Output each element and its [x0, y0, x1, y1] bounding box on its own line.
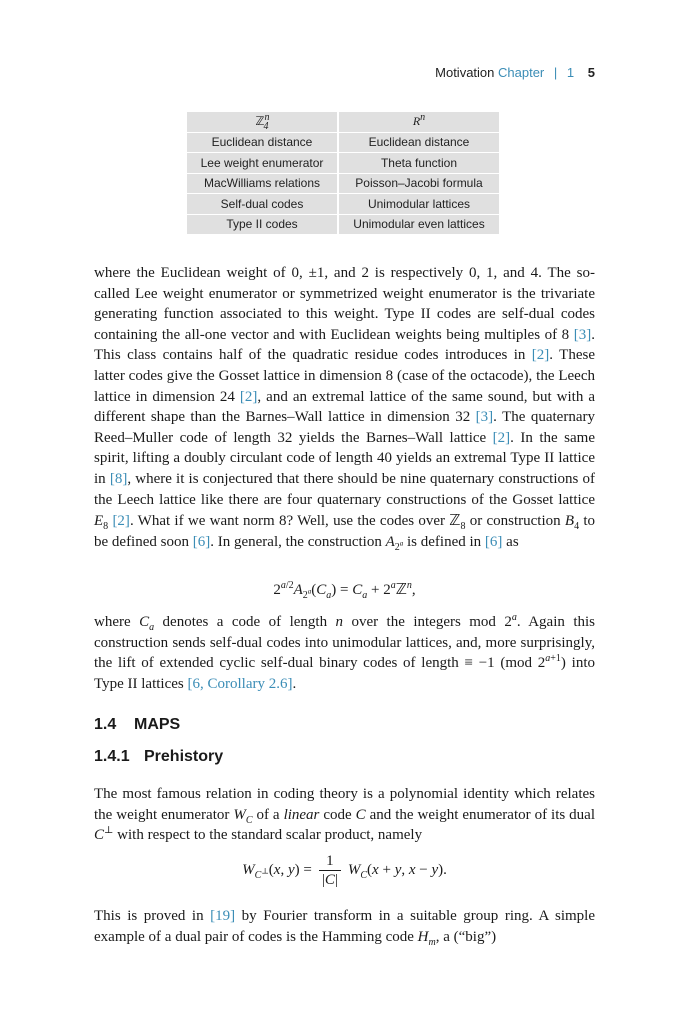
- formula-macwilliams: $W_{C^\perp}(x$, y) = $\frac{1}{|C|}$ $W_C(x + y$, x − y).: [242, 853, 447, 888]
- citation-link[interactable]: [2]: [239, 388, 258, 405]
- paragraph-euclidean-weight: where the Euclidean weight of 0, ±1, and 2 is respectively 0, 1, and 4. The so-called Lee weight enumerator or symmetrized weight enumerator is the trivariate generating function associated to this weight. Type II codes are self-dual codes containing the all-one vector and with Euclidean weights being multiples of 8 [3]. This class contains half of the quadratic residue codes introduces in [2]. These latter codes give the Gosset lattice in dimension 8 (case of the octacode), the Leech lattice in dimension 24 [2], and an extremal lattice of the same sound, but with a different shape than the Barnes–Wall lattice in dimension 32 [3]. The quaternary Reed–Muller code of length 32 yields the Barnes–Wall lattice [2]. In the same spirit, lifting a doubly circulant code of length 40 yields an extremal Type II lattice in [8], where it is conjectured that there should be nine quaternary constructions of the Leech lattice like there are four quaternary constructions of the Gosset lattice $E_8$ [2]. What if we want norm 8? Well, use the codes over ℤ$_8$ or construction $B_4$ to be defined soon [6]. In general, the construction $A_{2^a}$ is defined in [6] as: [94, 265, 596, 553]
- text: as: [502, 533, 519, 550]
- table-cell: Theta function: [338, 153, 499, 174]
- table-cell: Lee weight enumerator: [187, 153, 338, 174]
- citation-link[interactable]: [6, Corollary 2.6]: [187, 675, 293, 692]
- text: . Again this construction sends self-dual codes into unimodular lattices, and, more surprisingly, the lift of extended cyclic self-dual binary codes of length ≡ −1 (mod: [94, 614, 595, 672]
- text: of a: [252, 806, 284, 823]
- page-number: 5: [587, 65, 595, 80]
- subsection-title: Prehistory: [144, 748, 224, 765]
- formula-construction-a: $2^{a/2}A_{2^a}(C_a) = C_a$ + $2^aℤ^n$,: [273, 580, 416, 601]
- table-cell: Poisson–Jacobi formula: [338, 173, 499, 194]
- citation-link[interactable]: [3]: [475, 409, 494, 426]
- paragraph-fourier: This is proved in [19] by Fourier transform in a suitable group ring. A simple example of a dual pair of codes is the Hamming code $H_m$, a (“big”): [94, 908, 595, 948]
- table-row: [187, 194, 499, 215]
- table-cell: Unimodular even lattices: [338, 214, 499, 235]
- text: and the weight enumerator of its dual: [365, 806, 596, 823]
- text: . The quaternary Reed–Muller code of length 32 yields the Barnes–Wall lattice: [94, 409, 595, 446]
- text: . This class contains half of the quadratic residue codes introduces in: [94, 326, 595, 364]
- text: where: [94, 614, 140, 630]
- paragraph-construction-explained: where $C_a$ denotes a code of length n over the integers mod 2$^a$. Again this construction sends self-dual codes into unimodular lattices, and, more surprisingly, the lift of extended cyclic self-dual binary codes of length ≡ −1 (mod $2^{a+1}$) into Type II lattices [6, Corollary 2.6].: [94, 612, 595, 692]
- running-head-chapter-number: 1: [566, 65, 575, 80]
- citation-link[interactable]: [6]: [192, 533, 211, 550]
- running-head-separator: |: [553, 65, 558, 80]
- comparison-table: [187, 112, 499, 235]
- text: This is proved in: [94, 908, 211, 924]
- section-heading: [94, 716, 180, 734]
- text: , a (“big”): [435, 928, 497, 945]
- table-row: [187, 214, 499, 235]
- emphasis-text: linear: [283, 806, 320, 823]
- text: .: [292, 675, 297, 692]
- text: . These latter codes give the Gosset lattice in dimension 8 (case of the octacode), the Leech lattice in dimension 24: [94, 347, 595, 405]
- table-cell: Euclidean distance: [338, 132, 499, 153]
- text: . What if we want norm 8? Well, use the codes over: [129, 513, 450, 530]
- text: by Fourier transform in a suitable group ring. A simple example of a dual pair of codes is the Hamming code: [94, 908, 595, 945]
- citation-link[interactable]: [6]: [484, 533, 503, 550]
- table-row: [187, 153, 499, 174]
- text: , where it is conjectured that there should be nine quaternary constructions of the Leech lattice like there are four quaternary constructions of the Gosset lattice: [94, 470, 595, 508]
- text: with respect to the standard scalar product, namely: [113, 827, 423, 844]
- table-row: [187, 173, 499, 194]
- section-title: MAPS: [134, 716, 181, 733]
- text: . In the same spirit, lifting a doubly circulant code of length 40 yields an extremal Type II lattice in: [94, 429, 596, 487]
- section-number: 1.4: [94, 716, 117, 733]
- running-head-chapter: Chapter: [498, 65, 545, 80]
- text: , and an extremal lattice of the same sound, but with a different shape than the Barnes–Wall lattice in dimension 32: [94, 388, 595, 426]
- subsection-number: 1.4.1: [94, 748, 130, 765]
- text: The most famous relation in coding theory is a polynomial identity which relates the weight enumerator: [94, 786, 595, 823]
- table-header-left: ℤ$^n_4$: [187, 112, 338, 132]
- text: denotes a code of length: [154, 614, 336, 630]
- paragraph-prehistory: The most famous relation in coding theory is a polynomial identity which relates the weight enumerator $W_C$ of a linear code C and the weight enumerator of its dual C⊥ with respect to the standard scalar product, namely: [94, 786, 596, 844]
- table-cell: Unimodular lattices: [338, 194, 499, 215]
- citation-link[interactable]: [8]: [109, 470, 128, 487]
- citation-link[interactable]: [2]: [492, 429, 511, 446]
- citation-link[interactable]: [2]: [112, 513, 130, 530]
- subsection-heading: [94, 748, 223, 766]
- text: where the Euclidean weight of 0, ±1, and 2 is respectively 0, 1, and 4. The so-called Lee weight enumerator or symmetrized weight enumerator is the trivariate generating function associated to this weight. Type II codes are self-dual codes containing the all-one vector and with Euclidean weights being multiples of 8: [94, 265, 595, 343]
- text: . In general, the construction: [210, 533, 386, 550]
- text: over the integers mod: [343, 614, 505, 630]
- text: code: [319, 806, 356, 823]
- table-header-row: [187, 112, 499, 132]
- fraction: $\frac{1}{|C|}$: [319, 852, 341, 889]
- running-head: [435, 65, 595, 80]
- table-cell: Euclidean distance: [187, 132, 338, 153]
- table-cell: Self-dual codes: [187, 194, 338, 215]
- table-cell: Type II codes: [187, 214, 338, 235]
- citation-link[interactable]: [19]: [210, 908, 236, 924]
- table-cell: MacWilliams relations: [187, 173, 338, 194]
- running-head-title: Motivation: [435, 65, 495, 80]
- citation-link[interactable]: [2]: [531, 347, 550, 364]
- citation-link[interactable]: [3]: [573, 326, 592, 343]
- table-row: [187, 132, 499, 153]
- text: ) into Type II lattices: [94, 655, 595, 692]
- table-header-right: $R^n$: [338, 112, 499, 132]
